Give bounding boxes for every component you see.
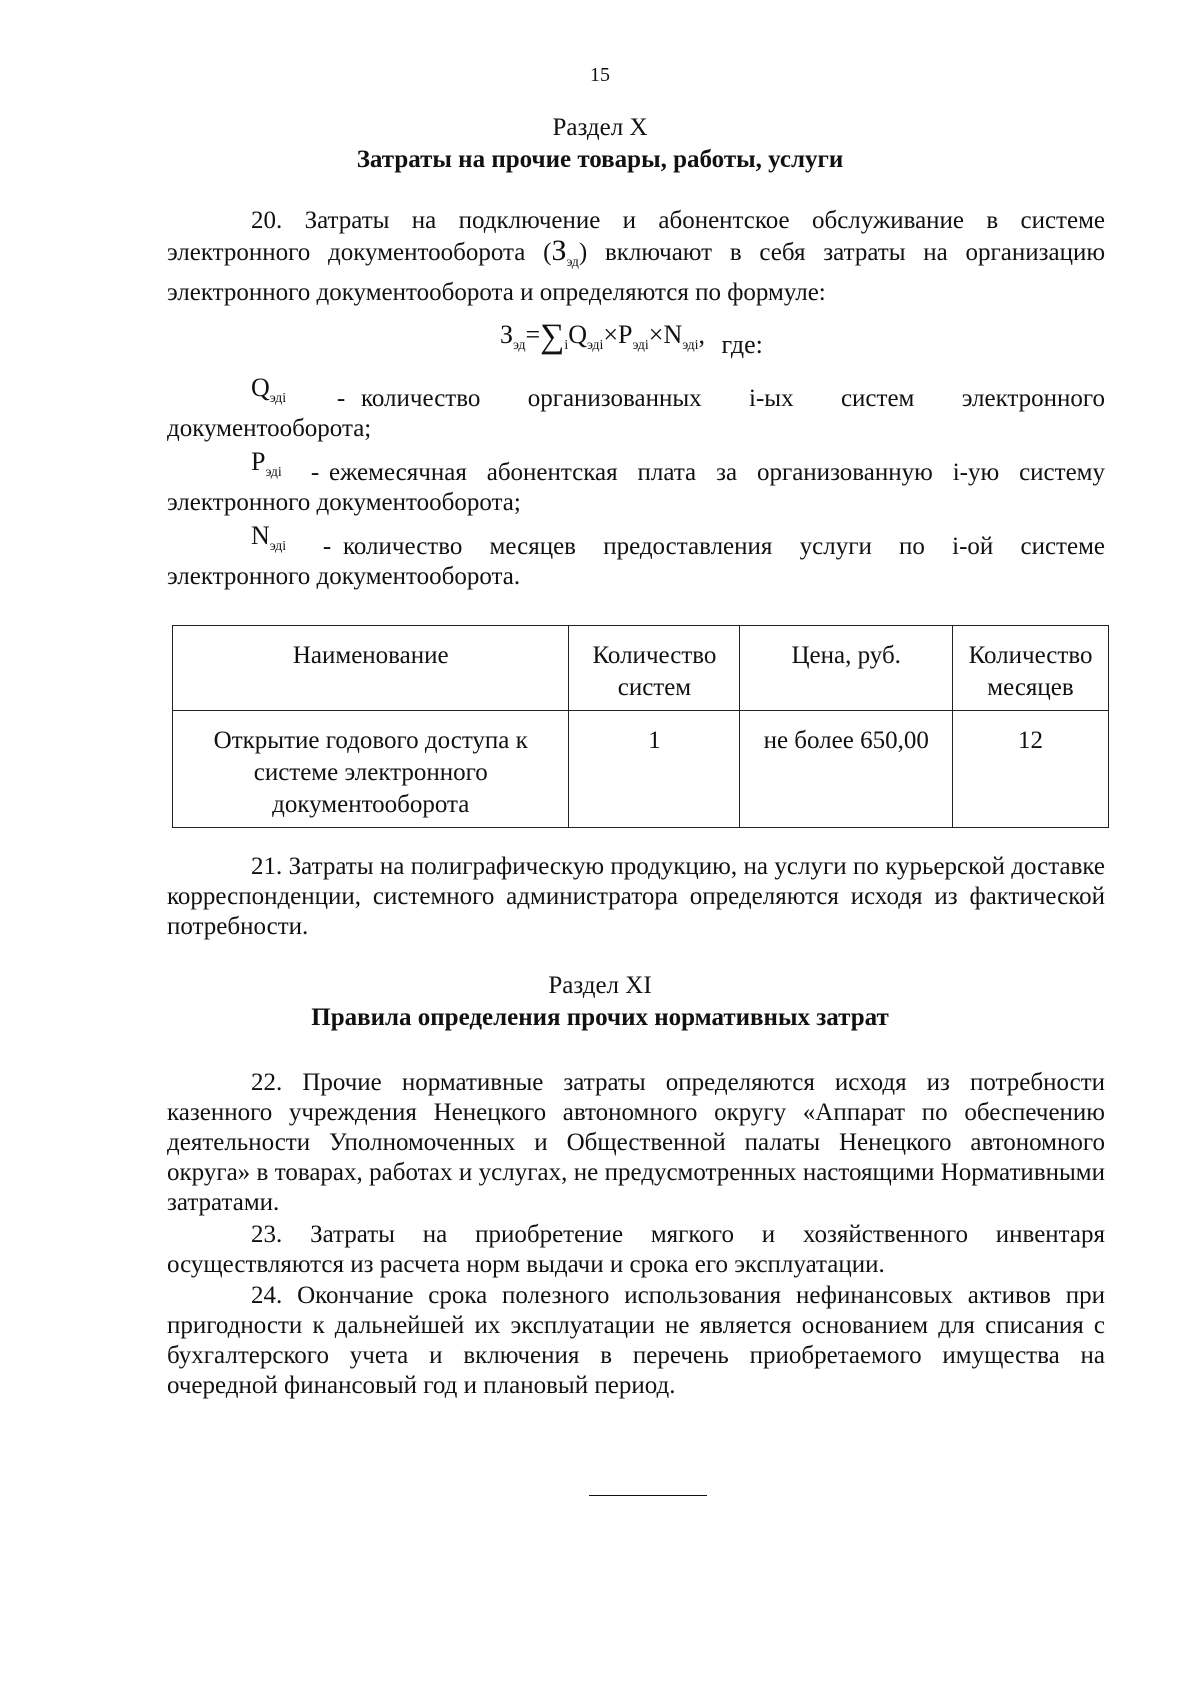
def-q-sub: эдi [269, 391, 287, 406]
def-n-sub: эдi [269, 539, 287, 554]
table-cell: не более 650,00 [740, 711, 953, 828]
def-p-sub: эдi [265, 465, 282, 480]
def-n-symbol: N [251, 521, 270, 550]
formula-lhs: З [500, 320, 514, 349]
table-header: Количество месяцев [953, 626, 1109, 711]
paragraph-24: 24. Окончание срока полезного использования нефинансовых активов при пригодности к дальнейшей их эксплуатации не является основанием для списания с бухгалтерского учета и включения в перечень приобретаемого имущества на очередной финансовый год и плановый период. [167, 1282, 1105, 1399]
cost-symbol-sub: эд [566, 255, 579, 270]
table-header: Количество систем [569, 626, 740, 711]
sum-symbol: ∑ [540, 318, 565, 355]
definition-n [167, 521, 1105, 592]
paragraph-22: 22. Прочие нормативные затраты определяются исходя из потребности казенного учреждения Ненецкого автономного округу «Аппарат по обеспечению деятельности Уполномоченных и Общественной палаты Ненецкого автономного округа» в товарах, работах и услугах, не предусмотренных настоящими Нормативными затратами. [167, 1069, 1105, 1216]
formula-comma: , [698, 320, 706, 349]
paragraph-21: 21. Затраты на полиграфическую продукцию, на услуги по курьерской доставке корреспонденции, системного администратора определяются исходя из фактической потребности. [167, 853, 1105, 940]
formula [500, 318, 763, 360]
formula-q: Q [568, 320, 588, 349]
formula-times-1: × [603, 320, 619, 349]
table-cell: Открытие годового доступа к системе электронного документооборота [173, 711, 569, 828]
table-header: Наименование [173, 626, 569, 711]
formula-n-sub: эдi [682, 338, 699, 353]
paragraph-23: 23. Затраты на приобретение мягкого и хозяйственного инвентаря осуществляются из расчета норм выдачи и срока его эксплуатации. [167, 1221, 1105, 1278]
section-10-title: Затраты на прочие товары, работы, услуги [356, 146, 844, 173]
def-q-text: количество организованных i-ых систем электронного [361, 385, 1105, 412]
def-q-symbol: Q [251, 373, 270, 402]
cost-symbol: З [551, 234, 567, 267]
def-n-text: количество месяцев предоставления услуги по i-ой системе [343, 533, 1105, 560]
def-p-dash: - [310, 459, 320, 486]
def-p-text: ежемесячная абонентская плата за организованную i-ую систему [329, 459, 1105, 486]
formula-times-2: × [648, 320, 664, 349]
table-cell: 1 [569, 711, 740, 828]
table-cell: 12 [953, 711, 1109, 828]
def-n-continuation: электронного документооборота. [167, 563, 521, 590]
def-q-continuation: документооборота; [167, 415, 372, 442]
table-header: Цена, руб. [740, 626, 953, 711]
sum-index: i [564, 338, 569, 353]
def-q-dash: - [336, 385, 346, 412]
formula-p: P [618, 320, 633, 349]
formula-p-sub: эдi [632, 338, 649, 353]
formula-lhs-sub: эд [513, 338, 526, 353]
section-11-title: Правила определения прочих нормативных затрат [311, 1004, 889, 1031]
def-n-dash: - [322, 533, 332, 560]
formula-equals: = [525, 320, 541, 349]
def-p-continuation: электронного документооборота; [167, 489, 521, 516]
formula-where: где: [721, 330, 763, 359]
cost-table [172, 625, 1109, 828]
def-p-symbol: P [251, 447, 266, 476]
paragraph-20-text-a: 20. Затраты на подключение и абонентское обслуживание в системе электронного документооборота ( [167, 207, 1105, 266]
paragraph-20 [167, 206, 1105, 308]
formula-q-sub: эдi [587, 338, 604, 353]
section-11-label: Раздел XI [548, 972, 652, 999]
section-10-label: Раздел X [552, 114, 648, 141]
paragraph-20-text-b: ) включают в себя затраты на организацию электронного документооборота и определяются по формуле: [167, 239, 1106, 306]
table-header-row [173, 626, 1109, 711]
end-divider [589, 1495, 707, 1496]
formula-n: N [663, 320, 683, 349]
definition-p [167, 447, 1105, 518]
definition-q [167, 373, 1105, 444]
table-row [173, 711, 1109, 828]
page-number: 15 [590, 64, 610, 86]
